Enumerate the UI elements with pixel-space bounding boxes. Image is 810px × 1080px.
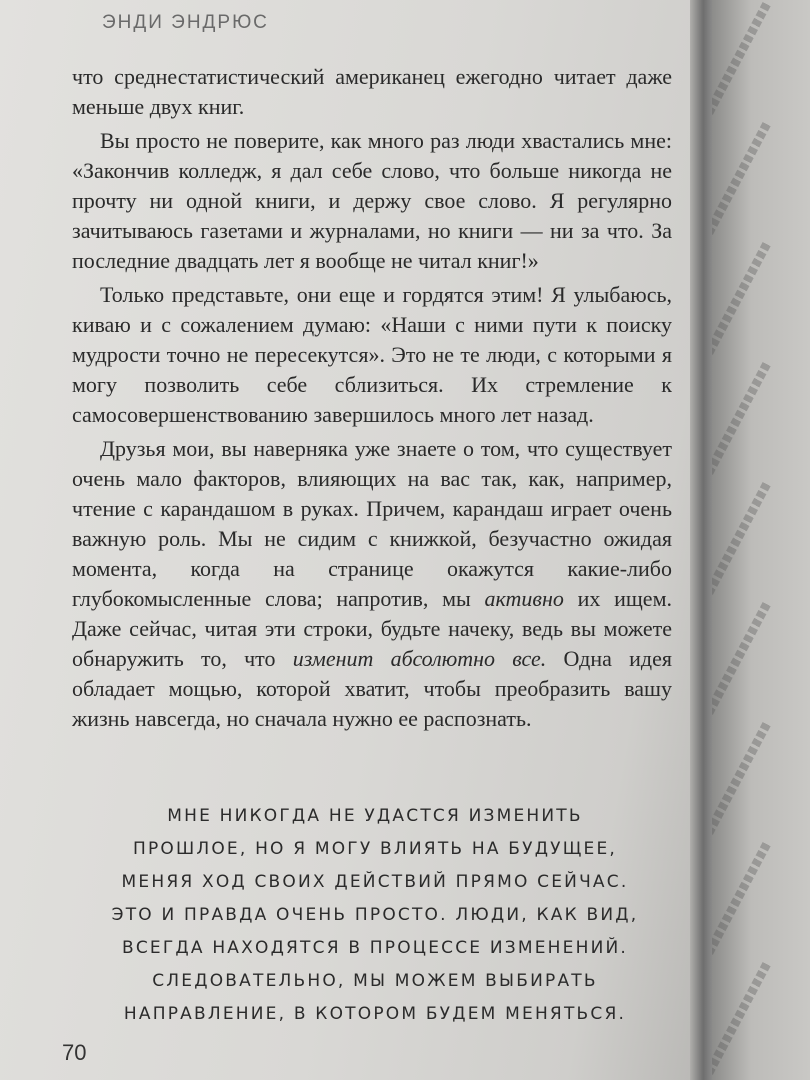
paragraph-text: Друзья мои, вы наверняка уже знаете о том, что существует очень мало факторов, влияющих на вас так, как, например, чтение с карандашом в руках. Причем, карандаш играет очень важную роль. Мы не сидим с книжкой, безучастно ожидая момента, когда на странице окажутся какие-либо глубокомысленные слова; напротив, мы [72, 436, 672, 611]
quote-line: ПРОШЛОЕ, НО Я МОГУ ВЛИЯТЬ НА БУДУЩЕЕ, [132, 839, 618, 859]
paragraph-text: Одна идея обладает мощью, которой хватит, чтобы преобразить вашу жизнь навсегда, но сначала нужно ее распознать. [72, 646, 672, 731]
paragraph: что среднестатистический американец ежегодно читает даже меньше двух книг. [72, 64, 672, 119]
body-text [72, 62, 672, 738]
paragraph [72, 434, 672, 734]
blurred-text-line [712, 961, 771, 1080]
emphasis-text: активно [484, 586, 564, 611]
quote-line: НАПРАВЛЕНИЕ, В КОТОРОМ БУДЕМ МЕНЯТЬСЯ. [123, 1004, 627, 1024]
running-head: ЭНДИ ЭНДРЮС [102, 12, 269, 33]
quote-line: МНЕ НИКОГДА НЕ УДАСТСЯ ИЗМЕНИТЬ [167, 806, 583, 826]
page-number: 70 [62, 1040, 87, 1065]
quote-line: МЕНЯЯ ХОД СВОИХ ДЕЙСТВИЙ ПРЯМО СЕЙЧАС. [121, 872, 629, 892]
book-gutter [690, 0, 712, 1080]
quote-line: СЛЕДОВАТЕЛЬНО, МЫ МОЖЕМ ВЫБИРАТЬ [152, 971, 598, 991]
quote-line: ВСЕГДА НАХОДЯТСЯ В ПРОЦЕССЕ ИЗМЕНЕНИЙ. [121, 938, 629, 958]
emphasis-text: изменит абсолютно все. [292, 646, 547, 671]
paragraph: Только представьте, они еще и гордятся этим! Я улыбаюсь, киваю и с сожалением думаю: «Наши с ними пути к поиску мудрости точно не пересекутся». Это не те люди, с которыми я могу позволить себе сблизиться. Их стремление к самосовершенствованию завершилось много лет назад. [72, 282, 672, 427]
quote-line: ЭТО И ПРАВДА ОЧЕНЬ ПРОСТО. ЛЮДИ, КАК ВИД, [111, 905, 639, 925]
facing-page-edge [712, 0, 810, 1080]
pull-quote [80, 800, 670, 1031]
paragraph-text: их ищем. Даже сейчас, читая эти строки, будьте начеку, ведь вы можете обнаружить то, что [72, 586, 672, 671]
paragraph: Вы просто не поверите, как много раз люди хвастались мне: «Закончив колледж, я дал себе слово, что больше никогда не прочту ни одной книги, и держу свое слово. Я регулярно зачитываюсь газетами и журналами, но книги — ни за что. За последние двадцать лет я вообще не читал книг!» [72, 128, 672, 273]
